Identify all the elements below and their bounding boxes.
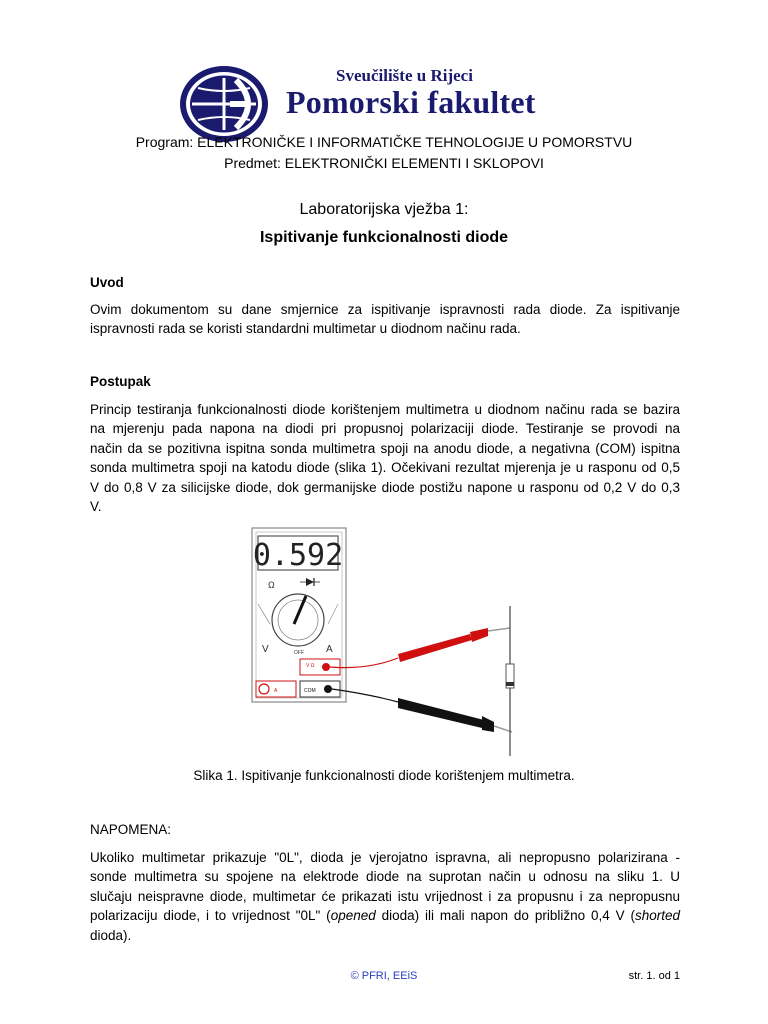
ohm-label: Ω: [268, 580, 275, 590]
jack-a-label: A: [274, 688, 278, 694]
multimeter-diode-figure: [248, 524, 524, 758]
multimeter-illustration: [248, 524, 524, 758]
note-paragraph: [90, 848, 680, 945]
paragraph-line: Ukoliko multimetar prikazuje "0L", dioda je vjerojatno ispravna, ali nepropusno polarizirana -: [90, 850, 680, 865]
exercise-title: Laboratorijska vježba 1:: [299, 201, 469, 218]
faculty-seal-icon: [178, 64, 270, 144]
black-probe: [398, 698, 484, 728]
faculty-name: Pomorski fakultet: [286, 84, 536, 120]
svg-text:A: A: [326, 644, 333, 655]
paragraph-line: na mjerenju pada napona na diodi pri propusnoj polarizaciji diode. Testiranje se provodi na: [90, 421, 680, 437]
section-heading-postupak: Postupak: [90, 374, 151, 389]
opened-term: opened: [330, 908, 376, 924]
university-name: Sveučilište u Rijeci: [336, 66, 473, 85]
jack-v-label: V Ω: [306, 663, 315, 669]
paragraph-line: Ovim dokumentom su dane smjernice za ispitivanje ispravnosti rada diode. Za ispitivanje: [90, 302, 680, 317]
paragraph-line: dioda).: [90, 927, 132, 943]
red-probe: [398, 634, 472, 662]
jack-com-label: COM: [304, 688, 316, 694]
paragraph-line: sonda multimetra spoji na katodu diode (slika 1). Očekivani rezultat mjerenja je u rasponu od 0,5: [90, 460, 680, 476]
section-heading-uvod: Uvod: [90, 275, 124, 290]
footer-page-number: str. 1. od 1: [628, 970, 680, 982]
paragraph-line: način da se pozitivna ispitna sonda multimetra spoji na anodu diode, a negativna (COM) ispitna: [90, 440, 680, 456]
off-label: OFF: [294, 650, 304, 656]
paragraph-line: V do 0,8 V za silicijske diode, dok germanijske diode postižu napone u rasponu od 0,2 V do 0,3: [90, 479, 680, 495]
paragraph-line: sonde multimetra su spojene na elektrode diode na suprotan način u odnosu na sliku 1. U: [90, 869, 680, 885]
exercise-subtitle: Ispitivanje funkcionalnosti diode: [259, 229, 509, 246]
paragraph-line: ispravnosti rada se koristi standardni multimetar u diodnom načinu rada.: [90, 321, 521, 337]
paragraph-line: polarizaciju diode, i to vrijednost "0L" (opened dioda) ili mali napon do približno 0,4 V (shorted: [90, 908, 681, 924]
postupak-paragraph: [90, 400, 680, 516]
faculty-logo: [178, 64, 270, 144]
shorted-term: shorted: [634, 908, 681, 924]
paragraph-line: slučaju neispravne diode, multimetar će prikazati istu vrijednost i za propusnu i za nepropusnu: [90, 888, 680, 904]
display-reading: 0.592: [252, 538, 344, 573]
paragraph-line: V.: [90, 498, 102, 514]
subject-line: Predmet: ELEKTRONIČKI ELEMENTI I SKLOPOVI: [224, 155, 544, 171]
figure-caption: Slika 1. Ispitivanje funkcionalnosti diode korištenjem multimetra.: [193, 768, 575, 783]
program-line: Program: ELEKTRONIČKE I INFORMATIČKE TEHNOLOGIJE U POMORSTVU: [135, 134, 633, 150]
note-heading: NAPOMENA:: [90, 822, 172, 837]
footer-copyright: © PFRI, EEiS: [350, 970, 418, 982]
uvod-paragraph: [90, 300, 680, 339]
paragraph-line: Princip testiranja funkcionalnosti diode korištenjem multimetra u diodnom načinu rada se bazira: [90, 402, 680, 417]
svg-text:V: V: [262, 644, 269, 655]
